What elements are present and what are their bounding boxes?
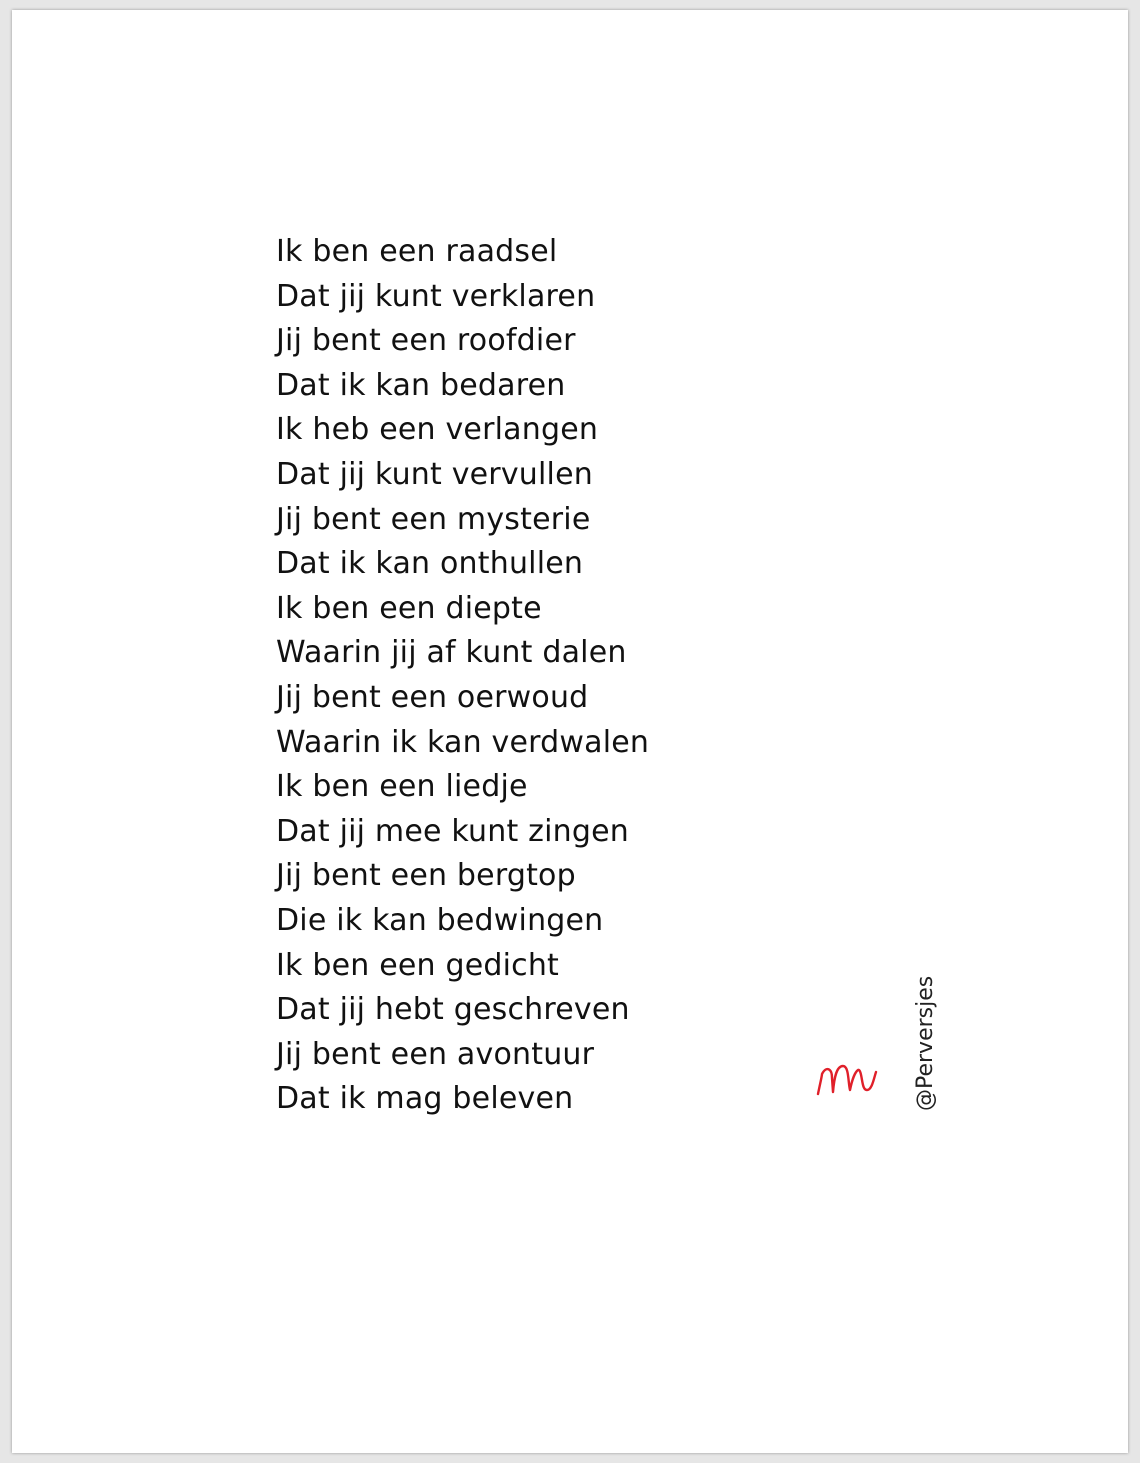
author-handle-wrapper <box>907 975 943 1111</box>
poem-line: Jij bent een oerwoud <box>276 679 589 715</box>
poem-line: Ik ben een diepte <box>276 590 542 626</box>
poem-line: Dat jij kunt verklaren <box>276 278 596 314</box>
author-handle: @Perversjes <box>913 975 938 1111</box>
poem-line: Ik ben een liedje <box>276 769 528 805</box>
poem-line: Dat jij mee kunt zingen <box>276 813 629 849</box>
poem-line: Jij bent een bergtop <box>276 858 576 894</box>
poem-line: Dat jij kunt vervullen <box>276 456 593 492</box>
poem-line: Jij bent een roofdier <box>276 323 576 359</box>
signature-logo <box>812 1054 892 1104</box>
poem-line: Jij bent een mysterie <box>276 501 591 537</box>
poem-line: Dat jij hebt geschreven <box>276 992 630 1028</box>
poem-line: Die ik kan bedwingen <box>276 902 604 938</box>
poem-line: Jij bent een avontuur <box>276 1036 595 1072</box>
poem-line: Ik heb een verlangen <box>276 412 599 448</box>
poem-line: Waarin jij af kunt dalen <box>276 635 627 671</box>
signature-stroke <box>818 1066 876 1094</box>
poem-line: Ik ben een gedicht <box>276 947 560 983</box>
poem-line: Waarin ik kan verdwalen <box>276 724 650 760</box>
poem-line: Dat ik kan onthullen <box>276 546 584 582</box>
poem-line: Dat ik mag beleven <box>276 1081 574 1117</box>
document-page <box>12 10 1128 1453</box>
poem-line: Dat ik kan bedaren <box>276 367 566 403</box>
poem <box>276 230 649 1122</box>
poem-line: Ik ben een raadsel <box>276 234 558 269</box>
